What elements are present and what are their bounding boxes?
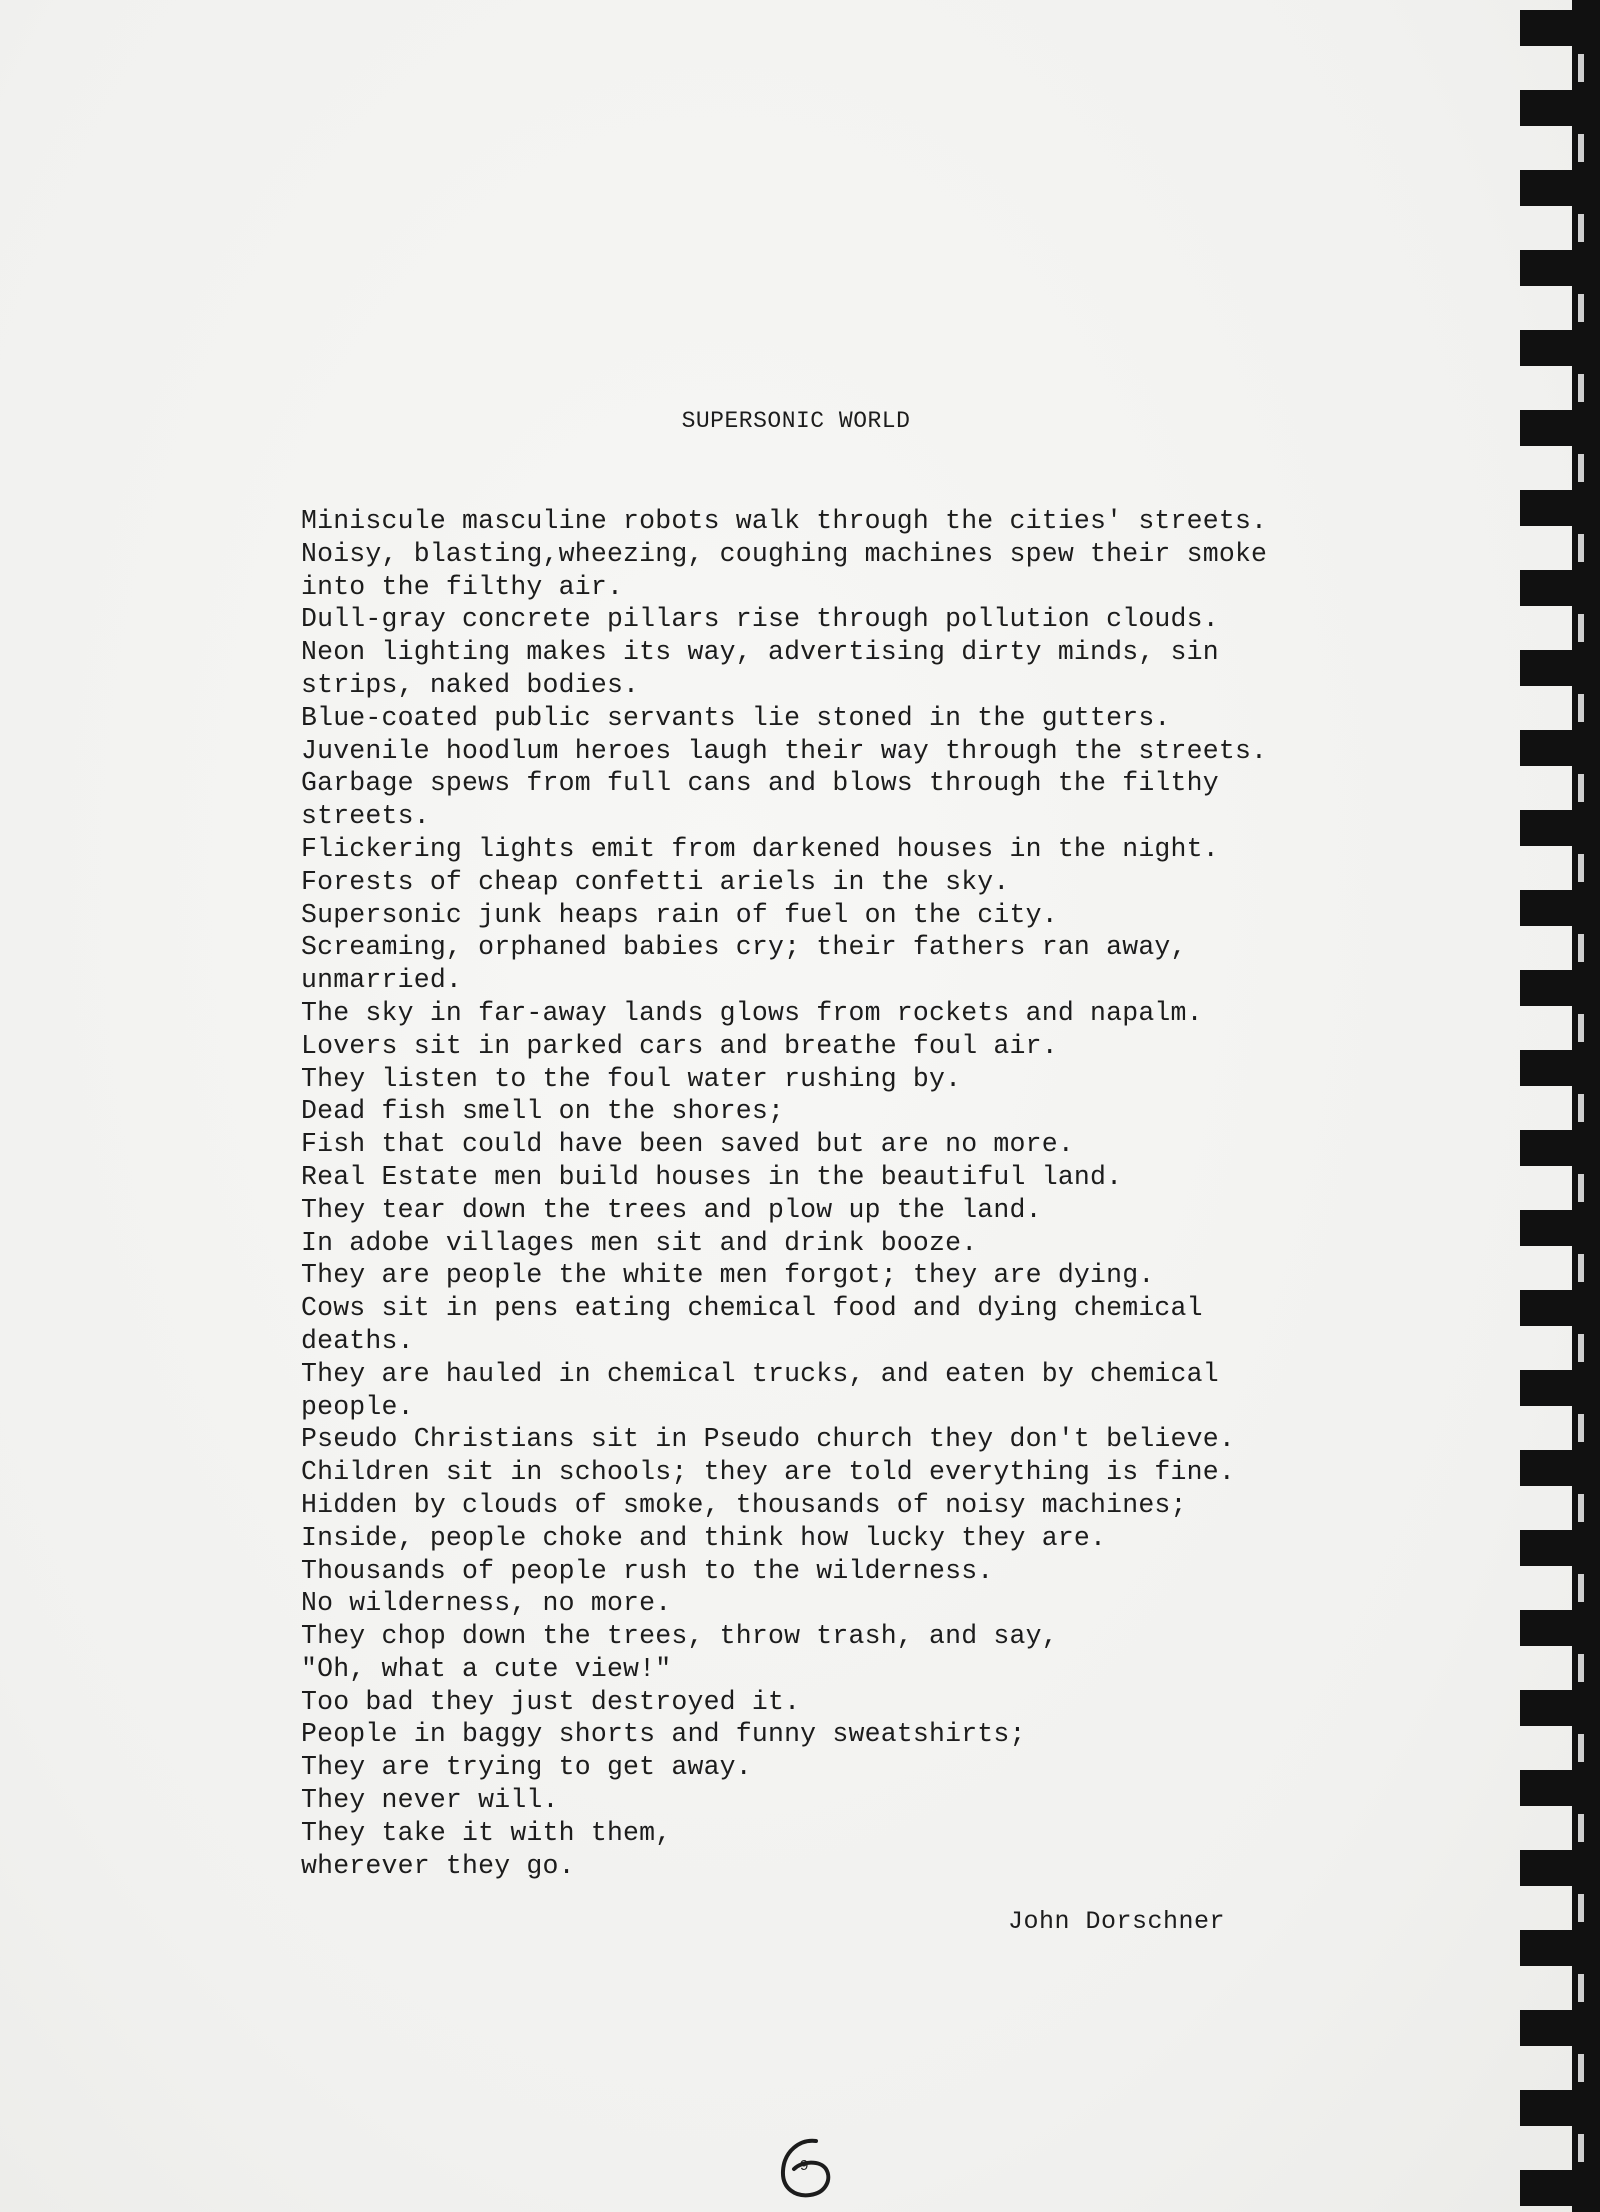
poem-line: Juvenile hoodlum heroes laugh their way through the streets. <box>301 735 1268 766</box>
binding-tooth <box>1520 1850 1580 1886</box>
poem-line: They tear down the trees and plow up the land. <box>301 1194 1042 1225</box>
poem-line: The sky in far-away lands glows from rockets and napalm. <box>301 997 1203 1028</box>
poem-line: Children sit in schools; they are told everything is fine. <box>301 1457 1235 1488</box>
poem-line: They are people the white men forgot; they are dying. <box>301 1260 1155 1291</box>
binding-tooth <box>1520 2170 1580 2206</box>
poem-line: Real Estate men build houses in the beautiful land. <box>301 1161 1123 1192</box>
poem-line: Pseudo Christians sit in Pseudo church they don't believe. <box>301 1424 1235 1455</box>
binding-tooth <box>1520 1370 1580 1406</box>
poem-title: SUPERSONIC WORLD <box>681 408 911 434</box>
poem-line: Cows sit in pens eating chemical food and dying chemical <box>301 1293 1203 1324</box>
poem-line: Blue-coated public servants lie stoned in the gutters. <box>301 702 1171 733</box>
binding-tooth <box>1520 890 1580 926</box>
poem-line: In adobe villages men sit and drink booze. <box>301 1227 978 1258</box>
binding-tooth <box>1520 650 1580 686</box>
poem-line: Forests of cheap confetti ariels in the sky. <box>301 866 1010 897</box>
binding-tooth <box>1520 1530 1580 1566</box>
binding-tooth <box>1520 2010 1580 2046</box>
poem-body <box>301 505 1341 1882</box>
poem-line: Hidden by clouds of smoke, thousands of noisy machines; <box>301 1489 1187 1520</box>
poem-line: strips, naked bodies. <box>301 669 640 700</box>
binding-tooth <box>1520 1610 1580 1646</box>
binding-tooth <box>1520 730 1580 766</box>
poem-line: "Oh, what a cute view!" <box>301 1653 672 1684</box>
poem-line: They are trying to get away. <box>301 1752 752 1783</box>
binding-tooth <box>1520 410 1580 446</box>
poem-line: unmarried. <box>301 965 463 996</box>
poem-line: Supersonic junk heaps rain of fuel on the city. <box>301 899 1058 930</box>
binding-tooth <box>1520 1130 1580 1166</box>
binding-tooth <box>1520 810 1580 846</box>
poem-line: Thousands of people rush to the wilderness. <box>301 1555 994 1586</box>
binding-tooth <box>1520 170 1580 206</box>
poem-line: streets. <box>301 801 430 832</box>
binding-tooth <box>1520 570 1580 606</box>
binding-tooth <box>1520 1770 1580 1806</box>
poem-line: wherever they go. <box>301 1850 575 1881</box>
binding-tooth <box>1520 1210 1580 1246</box>
poem-line: Lovers sit in parked cars and breathe foul air. <box>301 1030 1058 1061</box>
spiral-binding <box>1512 0 1600 2212</box>
poem-line: Garbage spews from full cans and blows through the filthy <box>301 768 1219 799</box>
poem-line: They take it with them, <box>301 1817 672 1848</box>
poem-line: They listen to the foul water rushing by. <box>301 1063 962 1094</box>
poem-line: people. <box>301 1391 414 1422</box>
poem-line: People in baggy shorts and funny sweatshirts; <box>301 1719 1026 1750</box>
poem-line: Noisy, blasting,wheezing, coughing machines spew their smoke <box>301 538 1268 569</box>
binding-tooth <box>1520 90 1580 126</box>
poem-line: They are hauled in chemical trucks, and eaten by chemical <box>301 1358 1219 1389</box>
binding-tooth <box>1520 10 1580 46</box>
poem-line: Neon lighting makes its way, advertising dirty minds, sin <box>301 637 1219 668</box>
poem-line: into the filthy air. <box>301 571 624 602</box>
poem-line: deaths. <box>301 1325 414 1356</box>
binding-tooth <box>1520 1050 1580 1086</box>
poem-line: They never will. <box>301 1785 559 1816</box>
binding-comb-icon <box>1512 0 1600 2212</box>
poem-line: Too bad they just destroyed it. <box>301 1686 801 1717</box>
poem-line: They chop down the trees, throw trash, and say, <box>301 1621 1058 1652</box>
binding-tooth <box>1520 330 1580 366</box>
binding-tooth <box>1520 1450 1580 1486</box>
poem-line: Miniscule masculine robots walk through the cities' streets. <box>301 506 1268 536</box>
poem-line: Fish that could have been saved but are no more. <box>301 1129 1074 1160</box>
binding-tooth <box>1520 1690 1580 1726</box>
poem-line: No wilderness, no more. <box>301 1588 672 1619</box>
poem-line: Dead fish smell on the shores; <box>301 1096 785 1127</box>
poem-line: Inside, people choke and think how lucky they are. <box>301 1522 1107 1553</box>
poem-line: Flickering lights emit from darkened houses in the night. <box>301 833 1219 864</box>
binding-tooth <box>1520 490 1580 526</box>
binding-tooth <box>1520 1290 1580 1326</box>
page-number: 9 <box>800 2157 809 2174</box>
page-number-mark <box>770 2133 840 2203</box>
poem-line: Dull-gray concrete pillars rise through pollution clouds. <box>301 604 1219 635</box>
binding-tooth <box>1520 2090 1580 2126</box>
binding-tooth <box>1520 1930 1580 1966</box>
poem-line: Screaming, orphaned babies cry; their fathers ran away, <box>301 932 1187 963</box>
binding-tooth <box>1520 970 1580 1006</box>
author-signature: John Dorschner <box>1008 1907 1226 1936</box>
binding-tooth <box>1520 250 1580 286</box>
